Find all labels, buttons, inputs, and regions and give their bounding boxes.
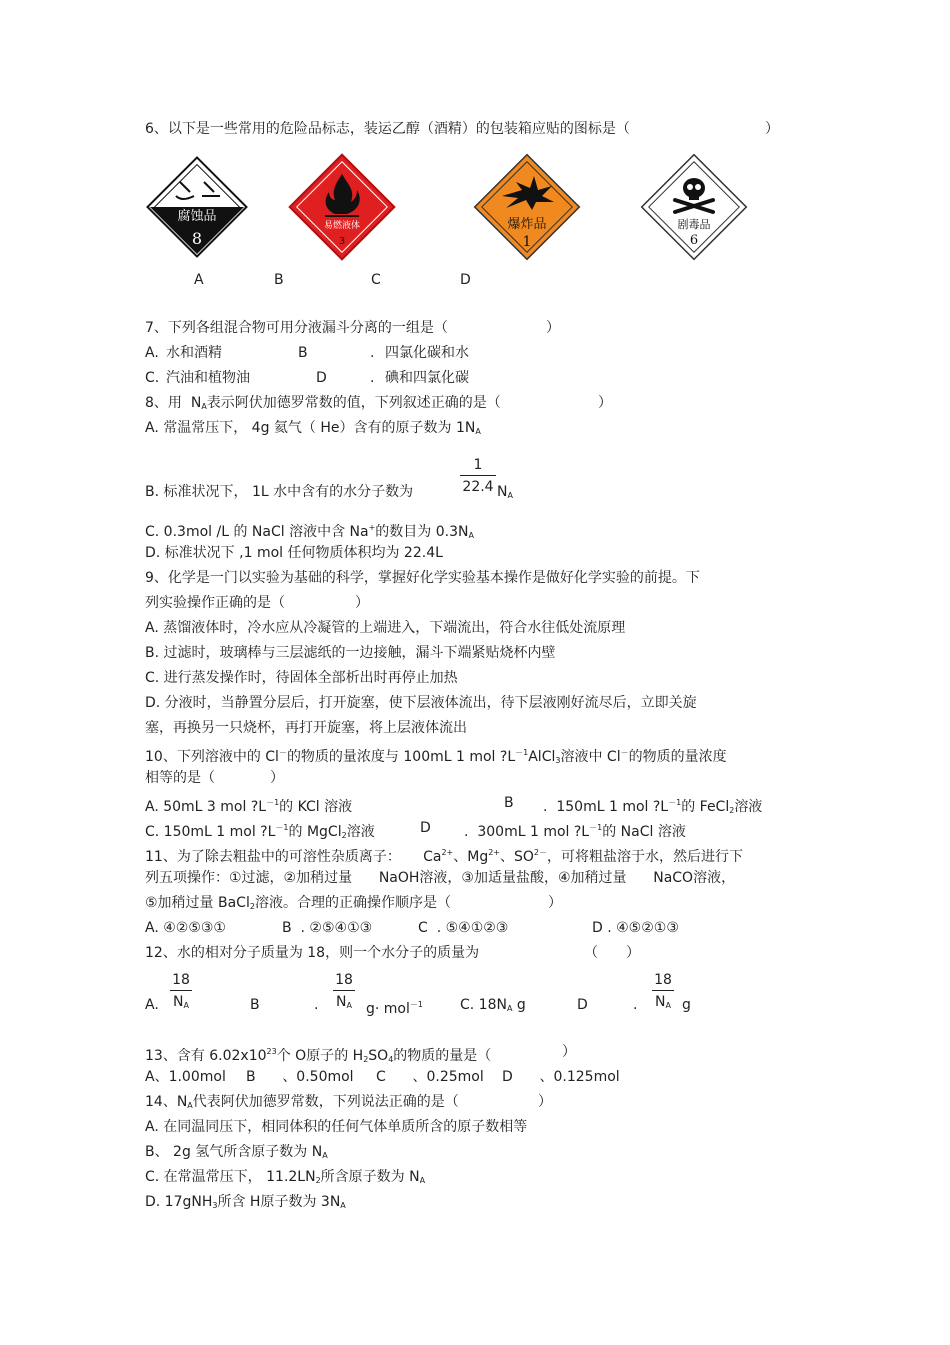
q10-close: ） bbox=[270, 770, 284, 786]
q12-b-denominator: $N_A$ bbox=[336, 994, 352, 1010]
q6-option-c: C bbox=[371, 272, 381, 288]
q8-option-c: C. 0.3mol /L 的 NaCl 溶液中含 Na+的数目为 $0.3N_A$ bbox=[145, 523, 474, 540]
q14-option-a: A. 在同温同压下，相同体积的任何气体单质所含的原子数相等 bbox=[145, 1119, 528, 1135]
q12-option-d-letter: D bbox=[577, 997, 588, 1013]
q12-option-a-fraction bbox=[170, 972, 192, 1014]
q7-option-d: 碘和四氯化碳 bbox=[385, 370, 469, 386]
q7-option-c: 汽油和植物油 bbox=[166, 370, 250, 386]
q11-stem-line3: ⑤加稍过量 BaCl$_2$溶液。合理的正确操作顺序是（ bbox=[145, 895, 451, 911]
q7-close: ） bbox=[546, 320, 560, 336]
q9-stem-line1: 9、化学是一门以实验为基础的科学，掌握好化学实验基本操作是做好化学实验的前提。下 bbox=[145, 570, 700, 586]
q11-stem-line2: 列五项操作：①过滤，②加稍过量 NaOH溶液，③加适量盐酸，④加稍过量 NaCO溶液， bbox=[145, 870, 736, 886]
q10-stem-line2: 相等的是（ bbox=[145, 770, 215, 786]
q6-option-b: B bbox=[274, 272, 284, 288]
q8-option-d: D. 标准状况下 ,1 mol 任何物质体积均为 22.4L bbox=[145, 545, 443, 561]
q13-stem: 13、含有 $6.02x10^{23}$个 O原子的 $H_2SO_4$的物质的量是（ bbox=[145, 1047, 492, 1064]
sign-d-label: 剧毒品 bbox=[677, 218, 711, 231]
q8-option-b: B. 标准状况下， 1L 水中含有的水分子数为 bbox=[145, 484, 414, 500]
sign-c-label: 爆炸品 bbox=[507, 217, 547, 232]
q12-a-denominator: $N_A$ bbox=[173, 994, 189, 1010]
sign-d-number: 6 bbox=[689, 233, 699, 248]
q8-fraction-denominator: 22.4 bbox=[462, 479, 494, 495]
q8-stem: 8、用 $N_A$表示阿伏加德罗常数的值，下列叙述正确的是（ bbox=[145, 395, 501, 411]
q11-close: ） bbox=[548, 895, 562, 911]
q6-stem: 6、以下是一些常用的危险品标志，装运乙醇（酒精）的包装箱应贴的图标是（ bbox=[145, 121, 630, 137]
q12-option-b-letter: B bbox=[250, 997, 260, 1013]
q13-option-b: B 、0.50mol bbox=[246, 1069, 354, 1085]
corrosive-sign-icon bbox=[142, 152, 252, 262]
q12-option-b-fraction bbox=[333, 972, 355, 1014]
q6-option-d: D bbox=[460, 272, 471, 288]
q6-option-a: A bbox=[194, 272, 204, 288]
q14-close: ） bbox=[538, 1094, 552, 1110]
q6-close: ） bbox=[765, 121, 779, 137]
q13-option-c: C 、0.25mol bbox=[376, 1069, 484, 1085]
q7-option-d-dot: . bbox=[370, 370, 375, 386]
q11-option-a: A. ④②⑤③① bbox=[145, 920, 226, 936]
q12-open: （ bbox=[584, 945, 598, 961]
sign-b-number: 3 bbox=[338, 236, 346, 247]
q9-option-d-line2: 塞，再换另一只烧杯，再打开旋塞，将上层液体流出 bbox=[145, 720, 467, 736]
q8-close: ） bbox=[598, 395, 612, 411]
q12-option-b-unit: g· mol$^{-1}$ bbox=[366, 1000, 423, 1017]
q8-option-a: A. 常温常压下， 4g 氦气（ He）含有的原子数为 $1N_A$ bbox=[145, 420, 481, 436]
q11-stem-line1: 11、为了除去粗盐中的可溶性杂质离子： $Ca^{2+}$、$Mg^{2+}$、$SO^{2-}$，可将粗盐溶于水，然后进行下 bbox=[145, 848, 744, 865]
q9-option-d-line1: D. 分液时，当静置分层后，打开旋塞，使下层液体流出，待下层液刚好流尽后，立即关旋 bbox=[145, 695, 697, 711]
q7-option-d-letter: D bbox=[316, 370, 327, 386]
q12-d-denominator: $N_A$ bbox=[655, 994, 671, 1010]
q7-stem: 7、下列各组混合物可用分液漏斗分离的一组是（ bbox=[145, 320, 448, 336]
q10-option-a: A. 50mL 3 mol $?L^{-1}$的 KCl 溶液 bbox=[145, 798, 353, 815]
q13-close: ） bbox=[562, 1044, 576, 1060]
q11-option-c: C . ⑤④①②③ bbox=[418, 920, 509, 936]
sign-a-label: 腐蚀品 bbox=[177, 209, 217, 224]
q12-stem: 12、水的相对分子质量为 18，则一个水分子的质量为 bbox=[145, 945, 480, 961]
q12-option-b-dot: . bbox=[314, 997, 319, 1013]
q7-option-b-letter: B bbox=[298, 345, 308, 361]
q14-stem: 14、$N_A$代表阿伏加德罗常数，下列说法正确的是（ bbox=[145, 1094, 459, 1110]
flammable-liquid-sign-icon bbox=[287, 152, 397, 262]
q10-option-d-letter: D bbox=[420, 820, 431, 836]
q8-fraction bbox=[460, 457, 496, 495]
q14-option-b: B、 2g 氢气所含原子数为 $N_A$ bbox=[145, 1144, 328, 1160]
q7-option-b: 四氯化碳和水 bbox=[385, 345, 469, 361]
q7-option-a-letter: A. bbox=[145, 345, 159, 361]
q9-option-c: C. 进行蒸发操作时，待固体全部析出时再停止加热 bbox=[145, 670, 458, 686]
q12-d-numerator: 18 bbox=[654, 972, 672, 988]
toxic-sign-icon bbox=[639, 152, 749, 262]
q9-stem-line2: 列实验操作正确的是（ bbox=[145, 595, 285, 611]
q11-option-b: B . ②⑤④①③ bbox=[282, 920, 373, 936]
q12-option-d-unit: g bbox=[682, 997, 691, 1013]
q10-option-c: C. 150mL 1 mol $?L^{-1}$的 MgCl$_2$溶液 bbox=[145, 823, 375, 840]
q9-option-b: B. 过滤时，玻璃棒与三层滤纸的一边接触，漏斗下端紧贴烧杯内壁 bbox=[145, 645, 556, 661]
q10-option-d: . 300mL 1 mol $?L^{-1}$的 NaCl 溶液 bbox=[464, 823, 686, 840]
q10-option-b: . 150mL 1 mol $?L^{-1}$的 FeCl$_2$溶液 bbox=[543, 798, 763, 815]
q11-option-d: D . ④⑤②①③ bbox=[592, 920, 679, 936]
q12-option-c: C. $18N_A$ g bbox=[460, 997, 526, 1013]
q13-option-a: A、1.00mol bbox=[145, 1069, 226, 1085]
q9-close: ） bbox=[355, 595, 369, 611]
q12-close: ） bbox=[626, 945, 640, 961]
q12-option-a-letter: A. bbox=[145, 997, 159, 1013]
q12-b-numerator: 18 bbox=[335, 972, 353, 988]
q7-option-c-letter: C. bbox=[145, 370, 160, 386]
sign-a-number: 8 bbox=[191, 229, 203, 248]
q14-option-d: D. 17gNH$_3$所含 H原子数为 $3N_A$ bbox=[145, 1194, 346, 1210]
q10-option-b-letter: B bbox=[504, 795, 514, 811]
q8-option-b-tail: $N_A$ bbox=[497, 484, 513, 500]
q9-option-a: A. 蒸馏液体时，冷水应从冷凝管的上端进入，下端流出，符合水往低处流原理 bbox=[145, 620, 626, 636]
q14-option-c: C. 在常温常压下， $11.2LN_2$所含原子数为 $N_A$ bbox=[145, 1169, 426, 1185]
q12-option-d-dot: . bbox=[633, 997, 638, 1013]
q13-option-d: D 、0.125mol bbox=[502, 1069, 620, 1085]
q7-option-b-dot: . bbox=[370, 345, 375, 361]
sign-c-number: 1 bbox=[522, 234, 532, 250]
q7-option-a: 水和酒精 bbox=[166, 345, 222, 361]
sign-b-label: 易燃液体 bbox=[323, 221, 361, 231]
q10-stem-line1: 10、下列溶液中的 Cl－的物质的量浓度与 100mL 1 mol $?L^{-1}AlCl_3$溶液中 Cl－的物质的量浓度 bbox=[145, 748, 727, 765]
q12-a-numerator: 18 bbox=[172, 972, 190, 988]
q12-option-d-fraction bbox=[652, 972, 674, 1014]
explosive-sign-icon bbox=[472, 152, 582, 262]
q8-fraction-numerator: 1 bbox=[473, 457, 483, 473]
